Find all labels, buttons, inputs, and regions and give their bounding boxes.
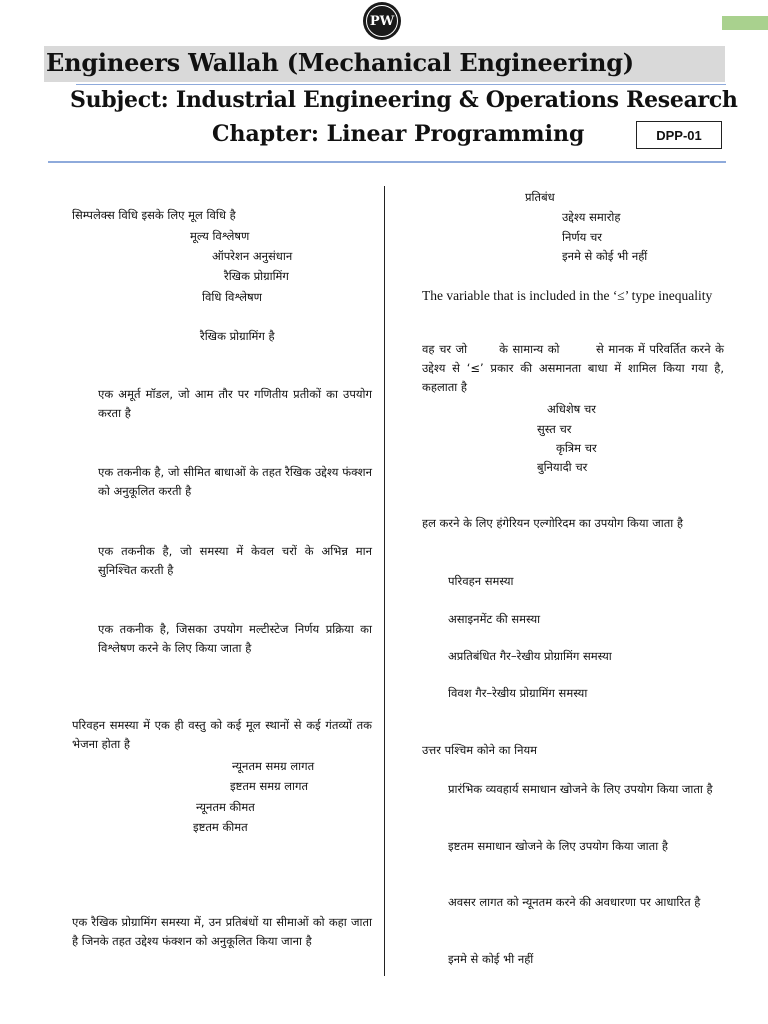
question-5-text: वह चर जो के सामान्य को से मानक में परिवर्तित करने के उद्देश्य से ‘≤’ प्रकार की असमानता बाधा में शामिल किया गया है, कहलाता है [422, 342, 728, 394]
column-divider [384, 186, 385, 976]
q7-option-d: इनमे से कोई भी नहीं [448, 952, 534, 966]
q2-option-d: एक तकनीक है, जिसका उपयोग मल्टीस्टेज निर्णय प्रक्रिया का विश्लेषण करने के लिए किया जाता है [98, 622, 372, 655]
corner-tab [722, 16, 768, 30]
chapter-heading: Chapter: Linear Programming [212, 121, 585, 147]
q2-option-a: एक अमूर्त मॉडल, जो आम तौर पर गणितीय प्रतीकों का उपयोग करता है [98, 387, 372, 420]
q3-option-d: इष्टतम कीमत [193, 820, 248, 834]
q3-option-c: न्यूनतम कीमत [196, 800, 255, 814]
q4-option-a: प्रतिबंध [525, 190, 555, 204]
q6-option-b: असाइनमेंट की समस्या [448, 612, 541, 626]
q4-option-c: निर्णय चर [562, 230, 603, 244]
q4-option-b: उद्देश्य समारोह [562, 210, 621, 224]
q7-option-b: इष्टतम समाधान खोजने के लिए उपयोग किया जाता है [448, 839, 668, 853]
q6-option-d: विवश गैर–रेखीय प्रोग्रामिंग समस्या [448, 686, 588, 700]
question-3-text: परिवहन समस्या में एक ही वस्तु को कई मूल स्थानों से कई गंतव्यों तक भेजना होता है [72, 718, 372, 751]
q5-option-c: कृत्रिम चर [556, 441, 597, 455]
question-2-text: रैखिक प्रोग्रामिंग है [200, 329, 275, 343]
q6-option-c: अप्रतिबंधित गैर–रेखीय प्रोग्रामिंग समस्या [448, 649, 612, 663]
q1-option-c: रैखिक प्रोग्रामिंग [224, 269, 289, 283]
logo-text: PW [366, 5, 398, 37]
q3-option-a: न्यूनतम समग्र लागत [232, 759, 315, 773]
q1-option-b: ऑपरेशन अनुसंधान [212, 249, 293, 263]
q1-option-a: मूल्य विश्लेषण [190, 229, 250, 243]
q5-option-d: बुनियादी चर [537, 460, 588, 474]
question-7-text: उत्तर पश्चिम कोने का नियम [422, 743, 538, 757]
q1-option-d: विधि विश्लेषण [202, 290, 262, 304]
q5-option-a: अधिशेष चर [547, 402, 596, 416]
header-rule-bottom [48, 161, 726, 163]
header-rule-top [76, 84, 726, 85]
q6-option-a: परिवहन समस्या [448, 574, 514, 588]
q7-option-c: अवसर लागत को न्यूनतम करने की अवधारणा पर आधारित है [448, 895, 701, 909]
q2-option-c: एक तकनीक है, जो समस्या में केवल चरों के अभिन्न मान सुनिश्चित करती है [98, 544, 372, 577]
question-1-text: सिम्पलेक्स विधि इसके लिए मूल विधि है [72, 208, 236, 222]
dpp-badge: DPP-01 [636, 121, 722, 149]
pw-logo [363, 2, 401, 40]
q7-option-a: प्रारंभिक व्यवहार्य समाधान खोजने के लिए उपयोग किया जाता है [448, 782, 713, 796]
question-4-text: एक रैखिक प्रोग्रामिंग समस्या में, उन प्रतिबंधों या सीमाओं को कहा जाता है जिनके तहत उद्देश्य फंक्शन को अनुकूलित किया जाना है [72, 915, 372, 948]
q4-option-d: इनमे से कोई भी नहीं [562, 249, 648, 263]
question-5-english: The variable that is included in the ‘≤’ type inequality [422, 288, 713, 303]
q3-option-b: इष्टतम समग्र लागत [230, 779, 309, 793]
subject-heading: Subject: Industrial Engineering & Operations Research [70, 87, 738, 113]
page-title: Engineers Wallah (Mechanical Engineering) [46, 48, 634, 77]
question-6-text: हल करने के लिए हंगेरियन एल्गोरिदम का उपयोग किया जाता है [422, 516, 683, 530]
q2-option-b: एक तकनीक है, जो सीमित बाधाओं के तहत रैखिक उद्देश्य फंक्शन को अनुकूलित करती है [98, 465, 372, 498]
q5-option-b: सुस्त चर [537, 422, 572, 436]
